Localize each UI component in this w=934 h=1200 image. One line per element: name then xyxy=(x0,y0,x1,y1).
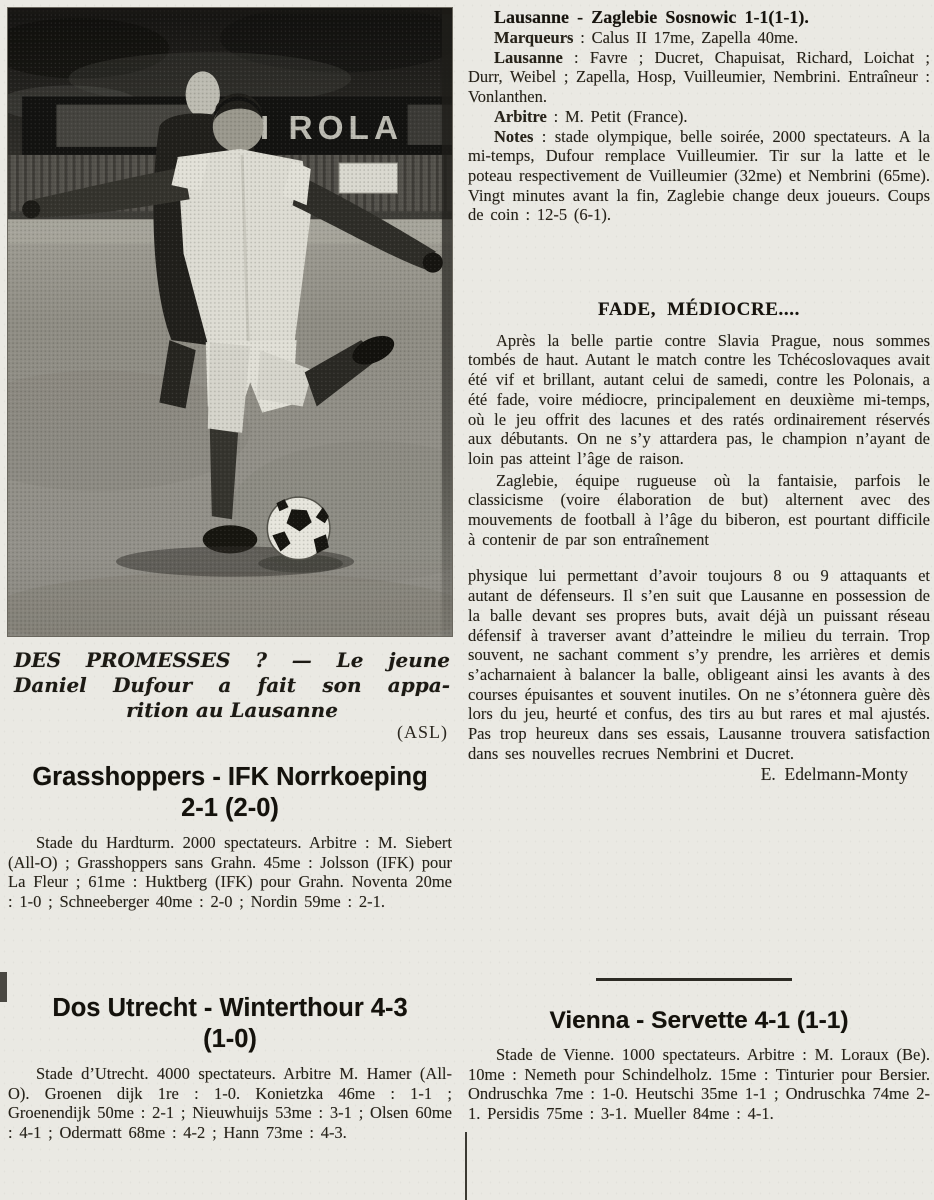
article-body: Stade de Vienne. 1000 spectateurs. Arbitre : M. Loraux (Be). 10me : Nemeth pour Schindelholz. 15me : Tinturier pour Bersier. Ondruschka 7me : 1-0. Heutschi 35me 1-1 ; Ondruschka 74me 2-1. Persidis 75me : 3-1. Mueller 84me : 4-1. xyxy=(468,1045,930,1124)
editorial-paragraph: physique lui permettant d’avoir toujours 8 ou 9 attaquants et autant de défenseurs. Il s’en suit que Lausanne en possession de la balle devant ses propres buts, avait déjà un puissant réseau défensif à traverser avant d’atteindre le milieu du terrain. Trop souvent, ne sachant comment s’y prendre, les arrières et demis s’acharnaient à balancer la balle, obligeant ainsi les avants à des courses épuisantes et souvent inutiles. On ne s’étonnera guère dès lors du jeu, heurté et confus, des tirs au but rares et mal ajustés. Pas trop heureux dans ses essais, Lausanne trouvera satisfaction dans ses nouvelles recrues Nembrini et Ducret. xyxy=(468,566,930,763)
title-score: 2-1 (2-0) xyxy=(181,794,279,822)
entry-label: Lausanne xyxy=(494,47,563,67)
title-line: Grasshoppers - IFK Norrkoeping xyxy=(32,763,428,791)
article-title xyxy=(8,993,452,1055)
photo-credit: (ASL) xyxy=(397,722,448,742)
caption-line: DES PROMESSES ? — Le jeune xyxy=(14,648,450,672)
match-report-lausanne xyxy=(468,6,930,225)
column-divider-rule xyxy=(465,1132,467,1200)
entry-label: Marqueurs xyxy=(494,28,574,47)
article-dos-utrecht xyxy=(8,993,452,1143)
caption-line: rition au Lausanne xyxy=(126,698,338,722)
article-vienna-servette xyxy=(468,1005,930,1124)
report-entry xyxy=(468,28,930,48)
editorial-fade-mediocre xyxy=(468,300,930,785)
title-line: Dos Utrecht - Winterthour 4-3 xyxy=(52,994,408,1022)
print-artifact xyxy=(0,972,7,1002)
report-entry xyxy=(468,107,930,127)
section-divider-rule xyxy=(596,978,792,981)
editorial-paragraph: Zaglebie, équipe rugueuse où la fantaisie, parfois le classicisme (voire élaboration de but) alternent avec des mouvements de football à l’âge du biberon, est pourtant difficile à contenir de par son entraînement xyxy=(468,470,930,549)
article-body: Stade d’Utrecht. 4000 spectateurs. Arbitre M. Hamer (All-O). Groenen dijk 1re : 1-0. Konietzka 46me : 1-1 ; Groenendijk 50me : 2-1 ; Nieuwhuijs 53me : 3-1 ; Olsen 60me : 4-1 ; Odermatt 68me : 4-2 ; Hann 73me : 4-3. xyxy=(8,1064,452,1143)
article-title xyxy=(8,762,452,824)
report-entry xyxy=(468,48,930,107)
entry-label: Arbitre xyxy=(494,106,547,126)
article-grasshoppers xyxy=(8,762,452,912)
article-title: Vienna - Servette 4-1 (1-1) xyxy=(549,1007,849,1034)
entry-text: : M. Petit (France). xyxy=(546,106,688,126)
article-body: Stade du Hardturm. 2000 spectateurs. Arbitre : M. Siebert (All-O) ; Grasshoppers sans Grahn. 45me : Jolsson (IFK) pour La Fleur ; 61me : Huktberg (IFK) pour Grahn. Noventa 20me : 1-0 ; Schneeberger 40me : 2-0 ; Nordin 59me : 2-1. xyxy=(8,833,452,912)
entry-text: : Favre ; Ducret, Chapuisat, Richard, Loichat ; Durr, Weibel ; Zapella, Hosp, Vuilleumier, Nembrini. Entraîneur : Vonlanthen. xyxy=(468,47,930,107)
title-score: (1-0) xyxy=(203,1025,257,1053)
match-photo-illustration xyxy=(8,8,452,636)
report-title: Lausanne - Zaglebie Sosnowic 1-1(1-1). xyxy=(494,7,809,27)
editorial-title: FADE, MÉDIOCRE.... xyxy=(598,299,800,320)
entry-text: : stade olympique, belle soirée, 2000 spectateurs. A la mi-temps, Dufour remplace Vuilleumier. Tir sur la latte et le poteau respectivement de Vuilleumier (32me) et Nembrini (65me). Vingt minutes avant la fin, Zaglebie change deux joueurs. Coups de coin : 12-5 (6-1). xyxy=(468,126,930,225)
entry-text: : Calus II 17me, Zapella 40me. xyxy=(573,28,799,47)
match-photo xyxy=(8,8,452,636)
caption-line: Daniel Dufour a fait son appa- xyxy=(14,673,450,697)
report-entry xyxy=(468,127,930,226)
photo-caption xyxy=(14,648,450,723)
author-signature: E. Edelmann-Monty xyxy=(760,764,908,785)
editorial-paragraph: Après la belle partie contre Slavia Prague, nous sommes tombés de haut. Autant le match contre les Tchécoslovaques avait été vif et brillant, autant celui de samedi, contre les Polonais, a été fade, voire médiocre, principalement en deuxième mi-temps, où le jeu offrit des lacunes et des ratés ordinairement réservés aux débutants. On ne s’y attardera pas, le champion n’ayant de loin pas atteint l’âge de raison. xyxy=(468,330,930,468)
entry-label: Notes xyxy=(494,126,534,146)
